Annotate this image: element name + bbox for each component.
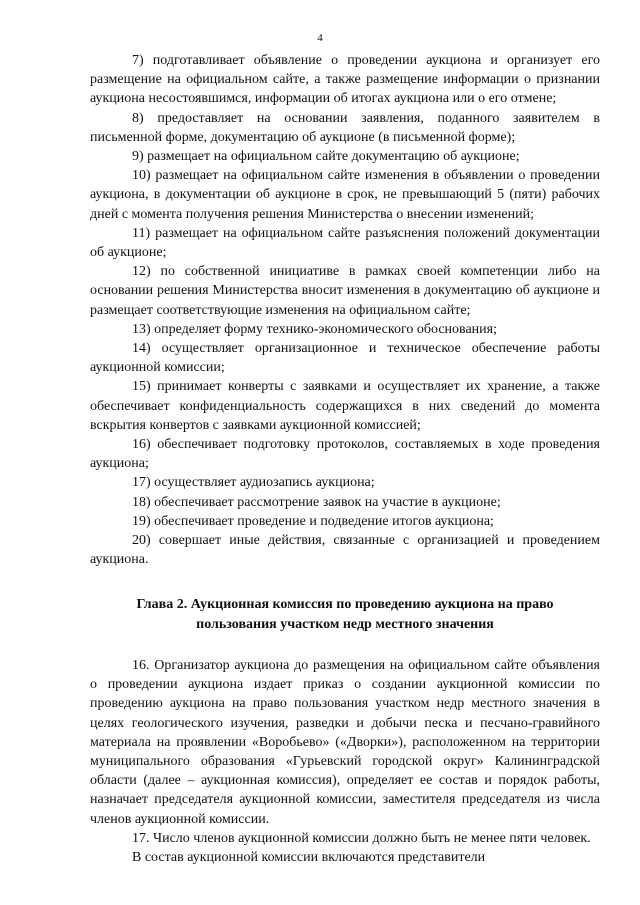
list-item-19: 19) обеспечивает проведение и подведение итогов аукциона; — [132, 513, 494, 529]
list-item-18: 18) обеспечивает рассмотрение заявок на участие в аукционе; — [132, 494, 501, 510]
list-item-10: 10) размещает на официальном сайте изменения в объявлении о проведении аукциона, в документации об аукционе в срок, не превышающий 5 (пяти) рабочих дней с момента получения решения Министерства о внесении изменений; — [90, 168, 600, 222]
list-item-9: 9) размещает на официальном сайте документацию об аукционе; — [132, 149, 520, 165]
chapter-heading — [90, 595, 600, 633]
clause-continuation: В состав аукционной комиссии включаются представители — [132, 849, 486, 865]
page-number: 4 — [317, 32, 323, 44]
list-item-14: 14) осуществляет организационное и техническое обеспечение работы аукционной комиссии; — [90, 341, 600, 376]
clause-16: 16. Организатор аукциона до размещения на официальном сайте объявления о проведении аукциона издает приказ о создании аукционной комиссии по проведению аукциона на право пользования участком недр местного значения в целях геологического изучения, разведки и добычи песка и песчано-гравийного материала на проявлении «Воробьево» («Дворки»), расположенном на территории муниципального образования «Гурьевский городской округ» Калининградской области (далее – аукционная комиссия), определяет ее состав и порядок работы, назначает председателя аукционной комиссии, заместителя председателя из числа членов аукционной комиссии. — [90, 657, 600, 827]
list-item-17: 17) осуществляет аудиозапись аукциона; — [132, 475, 375, 491]
chapter-heading-line-2: пользования участком недр местного значения — [196, 616, 494, 632]
list-item-7: 7) подготавливает объявление о проведении аукциона и организует его размещение на официальном сайте, а также размещение информации о признании аукциона несостоявшимся, информации об итогах аукциона или о его отмене; — [90, 53, 600, 107]
list-item-15: 15) принимает конверты с заявками и осуществляет их хранение, а также обеспечивает конфиденциальность содержащихся в них сведений до момента вскрытия конвертов с заявками аукционной комиссией; — [90, 379, 600, 433]
list-item-11: 11) размещает на официальном сайте разъяснения положений документации об аукционе; — [90, 225, 600, 261]
clause-17: 17. Число членов аукционной комиссии должно быть не менее пяти человек. — [132, 830, 591, 846]
list-item-16: 16) обеспечивает подготовку протоколов, составляемых в ходе проведения аукциона; — [90, 437, 600, 472]
list-item-13: 13) определяет форму технико-экономического обоснования; — [132, 321, 497, 337]
list-item-8: 8) предоставляет на основании заявления, поданного заявителем в письменной форме, документацию об аукционе (в письменной форме); — [90, 110, 600, 145]
list-item-20: 20) совершает иные действия, связанные с организацией и проведением аукциона. — [90, 533, 600, 568]
chapter-heading-line-1: Глава 2. Аукционная комиссия по проведению аукциона на право — [136, 597, 554, 613]
document-body — [90, 51, 600, 867]
list-item-12: 12) по собственной инициативе в рамках своей компетенции либо на основании решения Министерства вносит изменения в документацию об аукционе и размещает соответствующие изменения на официальном сайте; — [90, 264, 600, 318]
